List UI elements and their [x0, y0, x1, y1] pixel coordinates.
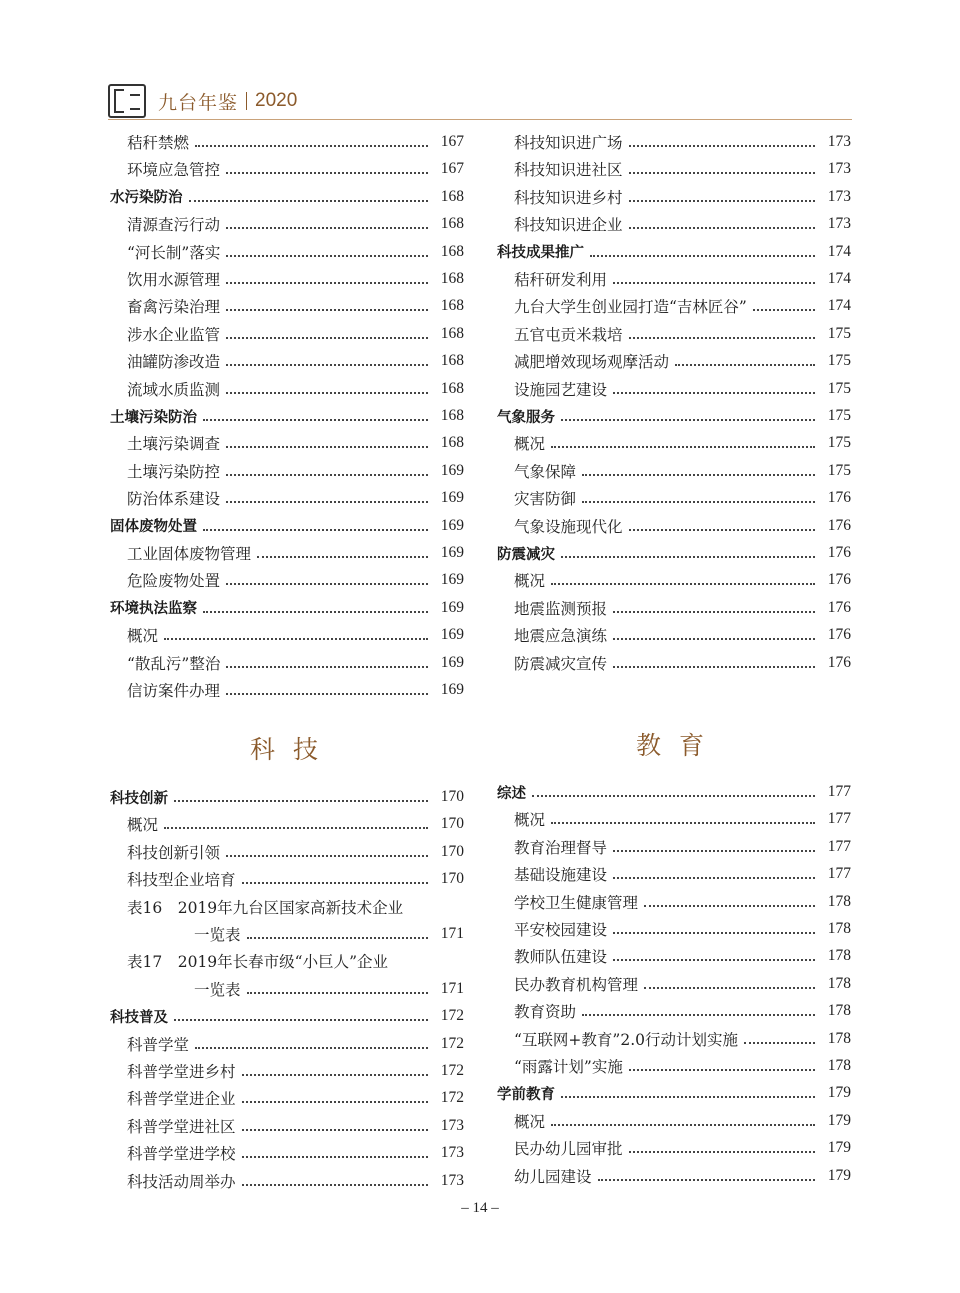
toc-leader-dots	[257, 556, 428, 558]
toc-entry-row	[514, 267, 851, 291]
toc-entry-label: 九台大学生创业园打造“吉林匠谷”	[514, 298, 747, 317]
toc-leader-dots	[242, 1101, 428, 1103]
toc-leader-dots	[203, 419, 428, 421]
toc-entry-label: 概况	[127, 627, 159, 646]
toc-entry-label: 防震减灾	[497, 546, 555, 563]
toc-leader-dots	[226, 227, 428, 229]
toc-entry-label: 环境执法监察	[110, 601, 197, 618]
toc-entry-row	[127, 1086, 464, 1110]
toc-entry-row	[127, 541, 464, 565]
toc-leader-dots	[613, 611, 815, 613]
toc-page-number: 170	[440, 870, 464, 888]
toc-leader-dots	[226, 501, 428, 503]
toc-page-number: 175	[827, 324, 851, 342]
toc-section-row	[110, 185, 464, 209]
toc-leader-dots	[226, 255, 428, 257]
toc-page-number: 174	[827, 270, 851, 287]
toc-leader-dots	[629, 227, 815, 229]
toc-entry-row	[514, 623, 851, 647]
toc-entry-label: 危险废物处置	[127, 572, 221, 591]
toc-entry-label: 科普学堂	[127, 1035, 190, 1054]
toc-entry-row	[514, 130, 851, 154]
toc-entry-row	[127, 568, 464, 592]
toc-leader-dots	[203, 611, 428, 613]
toc-leader-dots	[226, 583, 428, 585]
toc-entry-label: 民办幼儿园审批	[514, 1140, 623, 1159]
toc-page-number: 177	[827, 810, 851, 828]
toc-entry-row	[514, 862, 851, 886]
toc-entry-row	[127, 651, 464, 675]
toc-leader-dots	[164, 827, 428, 829]
toc-leader-dots	[613, 666, 815, 668]
toc-entry-row	[127, 1032, 464, 1056]
toc-entry-label: 土壤污染防治	[110, 409, 197, 426]
toc-leader-dots	[613, 932, 815, 934]
toc-entry-label: 水污染防治	[110, 190, 183, 207]
toc-leader-dots	[629, 1069, 815, 1071]
toc-entry-row	[514, 486, 851, 510]
toc-page-number: 169	[440, 598, 464, 616]
toc-entry-label: 信访案件办理	[127, 682, 221, 700]
toc-entry-row	[127, 895, 464, 919]
toc-page-number: 175	[827, 352, 851, 370]
toc-leader-dots	[551, 1124, 815, 1126]
toc-leader-dots	[561, 419, 815, 421]
toc-leader-dots	[189, 200, 429, 202]
toc-entry-row	[127, 349, 464, 373]
toc-page-number: 172	[440, 1034, 464, 1052]
toc-leader-dots	[195, 1047, 428, 1049]
toc-page-number: 179	[827, 1111, 851, 1129]
toc-entry-label: 概况	[514, 435, 546, 454]
toc-entry-label: 流域水质监测	[127, 380, 221, 399]
toc-entry-row	[514, 349, 851, 373]
toc-entry-row	[127, 840, 464, 864]
toc-leader-dots	[629, 145, 815, 147]
toc-entry-label: 概况	[514, 1112, 546, 1131]
toc-entry-row	[127, 294, 464, 318]
toc-entry-row	[514, 944, 851, 968]
section-title-jiaoyu: 教育	[636, 731, 723, 760]
toc-page-number: 169	[440, 544, 464, 561]
toc-page-number: 173	[827, 187, 851, 205]
toc-page-number: 169	[440, 516, 464, 534]
toc-page-number: 170	[440, 815, 464, 833]
toc-leader-dots	[629, 529, 815, 531]
toc-page-number: 174	[827, 297, 851, 315]
toc-entry-row	[127, 459, 464, 483]
toc-section-row	[110, 1004, 464, 1028]
toc-page-number: 169	[440, 489, 464, 507]
toc-page-number: 168	[440, 187, 464, 205]
toc-leader-dots	[226, 364, 428, 366]
toc-entry-label: 科技知识进企业	[514, 216, 623, 235]
book-catalog-icon	[108, 84, 146, 118]
toc-entry-label: “河长制”落实	[127, 243, 221, 262]
toc-section-row	[497, 1081, 851, 1105]
toc-entry-label: 基础设施建设	[514, 866, 608, 885]
toc-leader-dots	[675, 364, 815, 366]
toc-page-number: 179	[827, 1166, 851, 1184]
toc-entry-row	[514, 835, 851, 859]
toc-entry-label: 科技知识进乡村	[514, 188, 623, 207]
toc-leader-dots	[226, 309, 428, 311]
toc-page-number: 175	[827, 434, 851, 452]
toc-entry-label: 一览表	[194, 926, 241, 944]
toc-entry-label: 灾害防御	[514, 490, 577, 509]
toc-entry-row	[127, 1169, 464, 1193]
toc-entry-row	[514, 459, 851, 483]
toc-entry-label: 概况	[127, 816, 159, 835]
toc-entry-label: 科普学堂进社区	[127, 1117, 236, 1136]
toc-page-number: 174	[827, 242, 851, 260]
toc-page-number: 175	[827, 461, 851, 479]
toc-entry-label: 概况	[514, 572, 546, 591]
toc-entry-row	[514, 568, 851, 592]
toc-entry-row	[514, 651, 851, 675]
toc-leader-dots	[613, 638, 815, 640]
toc-page-number: 168	[440, 242, 464, 260]
toc-entry-row	[127, 157, 464, 181]
toc-page-number: 169	[440, 461, 464, 479]
toc-entry-row	[514, 917, 851, 941]
toc-entry-label: 表17 2019年长春市级“小巨人”企业	[127, 953, 389, 972]
toc-leader-dots	[551, 583, 815, 585]
toc-entry-label: 秸秆研发利用	[514, 271, 608, 289]
toc-leader-dots	[226, 337, 428, 339]
toc-entry-row	[514, 890, 851, 914]
toc-page-number: 179	[827, 1139, 851, 1157]
toc-entry-row	[127, 322, 464, 346]
toc-entry-row	[127, 267, 464, 291]
toc-entry-label: 工业固体废物管理	[127, 545, 252, 563]
toc-leader-dots	[644, 905, 815, 907]
toc-leader-dots	[629, 337, 815, 339]
toc-page-number: 178	[827, 1002, 851, 1020]
toc-page-number: 172	[440, 1062, 464, 1079]
toc-page-number: 178	[827, 892, 851, 910]
toc-page-number: 179	[827, 1084, 851, 1102]
toc-entry-row	[127, 678, 464, 702]
toc-entry-label: 地震应急演练	[514, 627, 608, 646]
toc-leader-dots	[598, 1179, 815, 1181]
toc-page-number: 169	[440, 653, 464, 671]
toc-page-number: 178	[827, 974, 851, 992]
toc-page-number: 173	[827, 215, 851, 233]
toc-leader-dots	[744, 1042, 815, 1044]
toc-entry-label: 土壤污染调查	[127, 435, 221, 454]
toc-entry-label: 表16 2019年九台区国家高新技术企业	[127, 898, 404, 917]
toc-entry-label: 防治体系建设	[127, 490, 221, 509]
toc-page-number: 176	[827, 544, 851, 561]
toc-page-number: 173	[827, 133, 851, 150]
toc-entry-label: 科技普及	[110, 1009, 168, 1026]
toc-entry-row	[127, 377, 464, 401]
yearbook-year: 2020	[255, 90, 298, 111]
toc-page-number: 167	[440, 160, 464, 178]
toc-entry-row	[514, 807, 851, 831]
toc-page-number: 169	[440, 571, 464, 589]
toc-entry-label: 幼儿园建设	[514, 1167, 592, 1186]
toc-entry-label: 清源查污行动	[127, 216, 221, 235]
toc-entry-label: 科普学堂进学校	[127, 1145, 236, 1164]
toc-leader-dots	[174, 800, 428, 802]
toc-entry-row	[514, 377, 851, 401]
toc-entry-row	[514, 322, 851, 346]
toc-entry-row	[514, 1027, 851, 1051]
toc-entry-label: 平安校园建设	[514, 921, 608, 939]
toc-page-number: 175	[827, 379, 851, 397]
toc-entry-label: 科技创新引领	[127, 843, 221, 862]
toc-entry-label: “散乱污”整治	[127, 654, 221, 673]
toc-section-row	[110, 785, 464, 809]
toc-leader-dots	[551, 446, 815, 448]
toc-leader-dots	[203, 529, 428, 531]
toc-leader-dots	[613, 282, 815, 284]
toc-entry-row	[127, 486, 464, 510]
toc-leader-dots	[629, 172, 815, 174]
toc-entry-row	[194, 922, 464, 946]
toc-leader-dots	[629, 1151, 815, 1153]
toc-entry-label: 学前教育	[497, 1086, 555, 1103]
toc-entry-row	[127, 1141, 464, 1165]
page-header	[108, 84, 297, 118]
header-rule	[108, 119, 852, 120]
toc-page-number: 167	[440, 133, 464, 150]
toc-leader-dots	[195, 145, 428, 147]
toc-page-number: 168	[440, 407, 464, 424]
toc-page-number: 171	[440, 925, 464, 942]
toc-page-number: 173	[440, 1171, 464, 1189]
toc-leader-dots	[613, 850, 815, 852]
toc-leader-dots	[242, 1156, 428, 1158]
toc-entry-label: 科普学堂进企业	[127, 1090, 236, 1109]
toc-leader-dots	[226, 282, 428, 284]
toc-entry-row	[127, 1114, 464, 1138]
toc-page-number: 178	[827, 920, 851, 937]
toc-page-number: 168	[440, 297, 464, 315]
toc-page-number: 177	[827, 783, 851, 800]
toc-entry-label: 教育资助	[514, 1003, 577, 1022]
toc-entry-label: 畜禽污染治理	[127, 298, 221, 317]
toc-entry-label: 五官屯贡米栽培	[514, 325, 623, 344]
toc-section-row	[110, 404, 464, 428]
header-divider	[246, 92, 247, 110]
toc-page-number: 177	[827, 837, 851, 855]
toc-entry-row	[127, 130, 464, 154]
toc-entry-label: 气象保障	[514, 462, 577, 481]
toc-page-number: 168	[440, 270, 464, 287]
toc-leader-dots	[226, 666, 428, 668]
toc-leader-dots	[247, 992, 428, 994]
toc-leader-dots	[226, 855, 428, 857]
toc-entry-label: 教师队伍建设	[514, 948, 608, 967]
toc-entry-label: 科技知识进广场	[514, 134, 623, 152]
page-number: – 14 –	[461, 1200, 499, 1216]
toc-page-number: 173	[440, 1144, 464, 1162]
toc-page-number: 178	[827, 1057, 851, 1074]
toc-leader-dots	[242, 882, 428, 884]
toc-entry-label: 饮用水源管理	[127, 271, 221, 289]
toc-section-row	[497, 780, 851, 804]
toc-entry-label: “雨露计划”实施	[514, 1058, 623, 1076]
toc-entry-row	[194, 977, 464, 1001]
toc-leader-dots	[561, 1096, 815, 1098]
toc-leader-dots	[551, 822, 815, 824]
toc-entry-row	[514, 1054, 851, 1078]
toc-entry-label: 土壤污染防控	[127, 462, 221, 481]
toc-entry-label: 民办教育机构管理	[514, 975, 639, 994]
toc-page-number: 178	[827, 947, 851, 965]
toc-entry-row	[127, 949, 464, 973]
toc-page-number: 169	[440, 626, 464, 644]
toc-leader-dots	[613, 877, 815, 879]
yearbook-title: 九台年鉴	[158, 91, 239, 114]
toc-page-number: 176	[827, 653, 851, 671]
toc-entry-label: 地震监测预报	[514, 599, 608, 618]
toc-entry-label: 固体废物处置	[110, 519, 197, 536]
toc-page-number: 173	[440, 1116, 464, 1134]
toc-leader-dots	[174, 1019, 428, 1021]
toc-entry-row	[514, 972, 851, 996]
toc-page-number: 168	[440, 324, 464, 342]
toc-entry-row	[514, 1109, 851, 1133]
toc-page-number: 170	[440, 788, 464, 805]
toc-entry-row	[514, 596, 851, 620]
toc-leader-dots	[532, 795, 815, 797]
toc-entry-row	[514, 431, 851, 455]
toc-entry-row	[127, 1059, 464, 1083]
toc-entry-label: 概况	[514, 811, 546, 830]
toc-entry-row	[514, 1136, 851, 1160]
toc-leader-dots	[582, 501, 815, 503]
toc-entry-row	[514, 294, 851, 318]
toc-entry-label: 气象服务	[497, 409, 555, 426]
toc-page-number: 171	[440, 979, 464, 997]
toc-section-row	[110, 514, 464, 538]
toc-leader-dots	[753, 309, 815, 311]
toc-entry-label: 科普学堂进乡村	[127, 1063, 236, 1081]
toc-leader-dots	[590, 255, 815, 257]
section-title-keji: 科技	[250, 735, 337, 764]
toc-page-number: 176	[827, 489, 851, 507]
toc-page-number: 172	[440, 1089, 464, 1107]
toc-leader-dots	[629, 200, 815, 202]
toc-page-number: 168	[440, 215, 464, 233]
toc-entry-label: 学校卫生健康管理	[514, 893, 639, 912]
toc-leader-dots	[582, 1014, 815, 1016]
toc-entry-label: 教育治理督导	[514, 838, 608, 857]
toc-page-number: 176	[827, 571, 851, 589]
toc-leader-dots	[226, 392, 428, 394]
toc-leader-dots	[226, 172, 428, 174]
toc-leader-dots	[242, 1074, 428, 1076]
toc-page-number: 172	[440, 1007, 464, 1025]
toc-entry-label: 综述	[497, 785, 526, 802]
toc-page-number: 168	[440, 352, 464, 370]
toc-section-row	[497, 541, 851, 565]
toc-entry-row	[514, 514, 851, 538]
toc-entry-label: 减肥增效现场观摩活动	[514, 353, 670, 372]
toc-entry-row	[514, 185, 851, 209]
toc-leader-dots	[613, 959, 815, 961]
toc-leader-dots	[582, 474, 815, 476]
toc-page-number: 168	[440, 434, 464, 452]
toc-entry-row	[514, 212, 851, 236]
toc-entry-label: 科技成果推广	[497, 245, 584, 262]
toc-leader-dots	[644, 987, 815, 989]
toc-entry-label: 科技型企业培育	[127, 871, 236, 890]
toc-entry-row	[514, 157, 851, 181]
toc-entry-row	[514, 1164, 851, 1188]
toc-entry-label: 涉水企业监管	[127, 325, 221, 344]
toc-entry-label: “互联网+教育”2.0行动计划实施	[514, 1030, 738, 1049]
toc-leader-dots	[226, 693, 428, 695]
toc-entry-row	[127, 431, 464, 455]
toc-page-number: 173	[827, 160, 851, 178]
toc-page-number: 175	[827, 407, 851, 424]
toc-leader-dots	[613, 392, 815, 394]
toc-leader-dots	[164, 638, 428, 640]
toc-section-row	[110, 596, 464, 620]
toc-entry-label: 科技创新	[110, 790, 168, 807]
toc-entry-label: 一览表	[194, 980, 241, 999]
toc-leader-dots	[226, 474, 428, 476]
toc-page-number: 176	[827, 598, 851, 616]
toc-entry-row	[127, 867, 464, 891]
toc-page-number: 168	[440, 379, 464, 397]
toc-page-number: 178	[827, 1029, 851, 1047]
toc-page-number: 177	[827, 865, 851, 883]
toc-page-number: 170	[440, 842, 464, 860]
toc-leader-dots	[561, 556, 815, 558]
toc-entry-label: 油罐防渗改造	[127, 353, 221, 372]
toc-entry-label: 防震减灾宣传	[514, 654, 608, 673]
toc-entry-label: 气象设施现代化	[514, 517, 623, 536]
toc-entry-row	[127, 623, 464, 647]
toc-section-row	[497, 240, 851, 264]
toc-leader-dots	[242, 1184, 428, 1186]
toc-section-row	[497, 404, 851, 428]
toc-entry-row	[127, 812, 464, 836]
toc-entry-label: 设施园艺建设	[514, 380, 608, 399]
toc-leader-dots	[242, 1129, 428, 1131]
toc-entry-label: 环境应急管控	[127, 161, 221, 180]
toc-entry-label: 科技知识进社区	[514, 161, 623, 180]
toc-entry-row	[514, 999, 851, 1023]
toc-page-number: 176	[827, 516, 851, 534]
toc-entry-row	[127, 240, 464, 264]
toc-page-number: 176	[827, 626, 851, 644]
toc-entry-label: 秸秆禁燃	[127, 134, 190, 152]
toc-leader-dots	[247, 937, 428, 939]
toc-leader-dots	[226, 446, 428, 448]
toc-entry-row	[127, 212, 464, 236]
toc-page-number: 169	[440, 681, 464, 698]
toc-entry-label: 科技活动周举办	[127, 1172, 236, 1191]
